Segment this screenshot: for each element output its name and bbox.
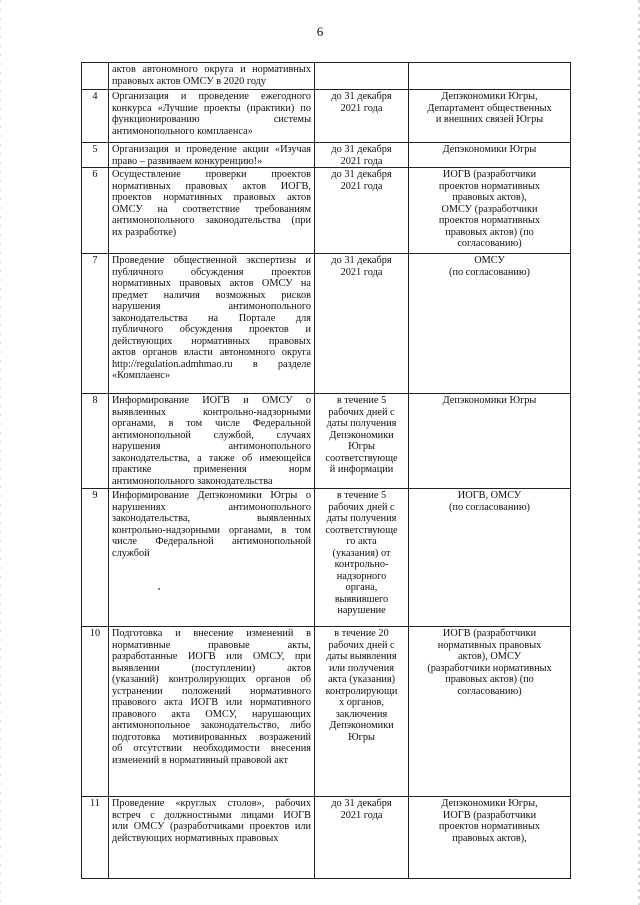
deadline-cell-line: акта (указания) [327, 674, 396, 685]
activity-cell-line: нарушениях антимонопольного [112, 501, 311, 513]
activity-cell-line: разработанные ИОГВ или ОМСУ, при [112, 651, 311, 662]
table-row [82, 63, 571, 90]
activity-cell-line: службой [112, 547, 150, 559]
activity-cell [109, 394, 315, 489]
activity-cell-line: актов автономного округа и нормативных [112, 64, 311, 75]
activity-cell-line: антимонопольное законодательство, либо [112, 720, 311, 731]
row-number: 9 [82, 489, 109, 627]
responsible-cell-line: ИОГВ, ОМСУ [457, 490, 522, 501]
activity-cell-line: Организация и проведение акции «Изучая [112, 144, 311, 155]
activity-cell-line: Подготовка и внесение изменений в [112, 628, 311, 639]
responsible-cell-line: Депэкономики Югры, [441, 91, 538, 102]
activity-cell-line: «Комплаенс» [112, 370, 170, 381]
activity-cell [109, 168, 315, 254]
activity-cell [109, 797, 315, 879]
deadline-cell-line: или получения [328, 662, 395, 674]
activity-cell-line: органами, в том числе Федеральной [112, 418, 311, 429]
deadline-cell-line: надзорного [336, 570, 387, 582]
activity-cell-line: актов органов власти автономного округа [112, 347, 311, 358]
deadline-cell-line: 2021 года [340, 809, 383, 821]
activity-cell-line: выявлении (поступлении) актов [112, 662, 311, 674]
activity-cell-line: конкурса «Лучшие проекты (практики) по [112, 102, 311, 114]
deadline-cell-line: до 31 декабря [331, 798, 392, 809]
activity-cell-line: встреч с должностными лицами ИОГВ [112, 809, 311, 821]
responsible-cell-line: правовых актов), [452, 192, 527, 203]
activity-cell-line: Проведение общественной экспертизы и [112, 255, 311, 266]
table-row [82, 143, 571, 168]
deadline-cell-line: выявившего [334, 593, 389, 605]
deadline-cell-line: Югры [348, 731, 375, 743]
activity-cell-line: законодательства на Портале для [112, 312, 311, 324]
responsible-cell-line: Департамент общественных [427, 102, 552, 114]
deadline-cell-line: в течение 5 [336, 395, 387, 406]
responsible-cell-line: Депэкономики Югры [442, 395, 537, 406]
deadline-cell-line: Депэкономики [329, 429, 394, 441]
responsible-cell-line: ИОГВ (разработчики [442, 628, 537, 639]
responsible-cell [409, 489, 571, 627]
activity-cell [109, 627, 315, 797]
row-number: 8 [82, 394, 109, 489]
row-number: 11 [82, 797, 109, 879]
activity-cell-line: правовых актов ОМСУ в 2020 году [112, 75, 267, 87]
responsible-cell [409, 394, 571, 489]
activity-cell-line: об отсутствии необходимости внесения [112, 743, 311, 754]
deadline-cell [315, 254, 409, 394]
activity-cell-line: нормативные правовые акты, [112, 639, 311, 651]
responsible-cell-line: Депэкономики Югры, [441, 798, 538, 809]
responsible-cell-line: (разработчики нормативных [427, 662, 552, 674]
deadline-cell-line: 2021 года [340, 180, 383, 192]
responsible-cell [409, 143, 571, 168]
deadline-cell [315, 489, 409, 627]
activity-cell-line: числе Федеральной антимонопольной [112, 536, 311, 547]
row-number: 6 [82, 168, 109, 254]
activity-cell-line: или ОМСУ (разработчиками проектов или [112, 821, 311, 832]
deadline-cell-line: (указания) от [332, 547, 391, 559]
row-number: 10 [82, 627, 109, 797]
deadline-cell-line: в течение 20 [334, 628, 389, 639]
deadline-cell [315, 797, 409, 879]
action-plan-table [81, 62, 571, 879]
table-row [82, 797, 571, 879]
deadline-cell [315, 143, 409, 168]
activity-cell [109, 489, 315, 627]
deadline-cell [315, 627, 409, 797]
activity-cell-line: устранении положений нормативного [112, 685, 311, 697]
responsible-cell-line: правовых актов), [452, 832, 527, 844]
responsible-cell-line: ИОГВ (разработчики [442, 169, 537, 180]
activity-cell [109, 143, 315, 168]
activity-cell [109, 254, 315, 394]
table-row [82, 489, 571, 627]
row-number: 7 [82, 254, 109, 394]
activity-cell-line: подготовка мотивированных возражений [112, 731, 311, 743]
table-row [82, 168, 571, 254]
row-number: 5 [82, 143, 109, 168]
responsible-cell-line: согласованию) [457, 238, 522, 249]
deadline-cell-line: нарушение [337, 605, 386, 616]
scan-edge-left [0, 0, 1, 905]
activity-cell-line: антимонопольной службой, случаях [112, 429, 311, 441]
activity-cell-line: изменений в нормативный правовой акт [112, 754, 289, 766]
activity-cell-line: публичного обсуждения проектов [112, 266, 311, 278]
activity-cell-line: антимонопольного законодательства [112, 475, 273, 487]
activity-cell-line: антимонопольного законодательства (при [112, 215, 311, 226]
responsible-cell [409, 63, 571, 90]
deadline-cell-line: даты выявления [326, 651, 397, 662]
page-number: 6 [316, 24, 324, 39]
activity-cell-line: правового акта ОМСУ, нарушающих [112, 708, 311, 720]
activity-cell-line: их разработке) [112, 226, 177, 238]
activity-cell [109, 90, 315, 143]
deadline-cell-line: Депэкономики [329, 720, 394, 731]
activity-cell [109, 63, 315, 90]
deadline-cell-line: контрольно- [334, 559, 389, 570]
deadline-cell-line: рабочих дней с [328, 406, 395, 418]
deadline-cell-line: даты получения [326, 513, 397, 524]
responsible-cell-line: (по согласованию) [449, 266, 530, 278]
row-number [82, 63, 109, 90]
responsible-cell [409, 168, 571, 254]
responsible-cell-line: ИОГВ (разработчики [442, 809, 537, 821]
deadline-cell [315, 90, 409, 143]
responsible-cell-line: ОМСУ [474, 255, 505, 266]
activity-cell-line: действующих нормативных правовых [112, 832, 279, 844]
activity-cell-line: Информирование ИОГВ и ОМСУ о [112, 395, 311, 406]
responsible-cell-line: и внешних связей Югры [435, 114, 544, 125]
activity-cell-line: (указаний) контролирующих органов об [112, 674, 311, 685]
deadline-cell-line: й информации [329, 464, 394, 475]
activity-cell-line: ОМСУ на соответствие требованиям [112, 203, 311, 215]
deadline-cell-line: в течение 5 [336, 490, 387, 501]
responsible-cell-line: нормативных правовых [437, 639, 542, 651]
activity-cell-line: выявленных контрольно-надзорными [112, 406, 311, 418]
responsible-cell [409, 627, 571, 797]
activity-cell-line: Организация и проведение ежегодного [112, 91, 311, 102]
responsible-cell-line: Депэкономики Югры [442, 144, 537, 155]
deadline-cell-line: Югры [348, 441, 375, 452]
deadline-cell-line: до 31 декабря [331, 169, 392, 180]
deadline-cell-line: органа, [345, 582, 378, 593]
activity-cell-line: Проведение «круглых столов», рабочих [112, 798, 311, 809]
responsible-cell-line: (по согласованию) [449, 501, 530, 513]
deadline-cell-line: до 31 декабря [331, 91, 392, 102]
deadline-cell-line: 2021 года [340, 102, 383, 114]
activity-cell-line: Осуществление проверки проектов [112, 169, 311, 180]
deadline-cell-line: рабочих дней с [328, 501, 395, 513]
deadline-cell-line: го акта [346, 536, 377, 547]
deadline-cell-line: даты получения [326, 418, 397, 429]
activity-cell-line: нарушения антимонопольного [112, 441, 311, 452]
activity-cell-line: практике применения норм [112, 464, 311, 475]
responsible-cell-line: правовых актов) (по [445, 674, 534, 685]
responsible-cell-line: актов), ОМСУ [457, 651, 521, 662]
activity-cell-line: http://regulation.admhmao.ru в разделе [112, 358, 311, 370]
activity-cell-line: антимонопольного комплаенса» [112, 125, 253, 137]
deadline-cell [315, 63, 409, 90]
deadline-cell-line: рабочих дней с [328, 639, 395, 651]
deadline-cell-line: соответствующе [325, 524, 398, 536]
responsible-cell-line: согласованию) [457, 685, 522, 697]
deadline-cell-line: соответствующе [325, 452, 398, 464]
responsible-cell [409, 254, 571, 394]
activity-cell-line: контрольно-надзорными органами, в том [112, 524, 311, 536]
deadline-cell-line: 2021 года [340, 155, 383, 167]
deadline-cell-line: до 31 декабря [331, 255, 392, 266]
responsible-cell [409, 797, 571, 879]
activity-cell-line: нормативных правовых актов ОМСУ на [112, 278, 311, 289]
activity-cell-line: функционированию системы [112, 114, 311, 125]
deadline-cell-line: заключения [335, 708, 388, 720]
activity-cell-line: законодательства, а также об имеющейся [112, 452, 311, 464]
responsible-cell-line: проектов нормативных [438, 821, 541, 832]
table-row [82, 254, 571, 394]
responsible-cell [409, 90, 571, 143]
responsible-cell-line: проектов нормативных [438, 180, 541, 192]
activity-cell-line: Информирование Депэкономики Югры о [112, 490, 311, 501]
table-row [82, 394, 571, 489]
activity-cell-line: нарушения антимонопольного [112, 301, 311, 312]
deadline-cell [315, 394, 409, 489]
deadline-cell-line: до 31 декабря [331, 144, 392, 155]
activity-cell-line: законодательства, выявленных [112, 513, 311, 524]
responsible-cell-line: ОМСУ (разработчики [441, 203, 538, 215]
deadline-cell-line: 2021 года [340, 266, 383, 278]
table-row [82, 627, 571, 797]
row-number: 4 [82, 90, 109, 143]
activity-cell-line: нормативных правовых актов ИОГВ, [112, 180, 311, 192]
deadline-cell-line: х органов, [339, 697, 384, 708]
deadline-cell-line: контролирующи [325, 685, 398, 697]
table-row [82, 90, 571, 143]
activity-cell-line: право – развиваем конкуренцию!» [112, 155, 263, 167]
deadline-cell [315, 168, 409, 254]
responsible-cell-line: проектов нормативных [438, 215, 541, 226]
activity-cell-line: публичного обсуждения проектов и [112, 324, 311, 335]
activity-cell-line: действующих нормативных правовых [112, 335, 311, 347]
responsible-cell-line: правовых актов) (по [445, 226, 534, 238]
activity-cell-line: правового акта ИОГВ или нормативного [112, 697, 311, 708]
scan-speck [158, 588, 160, 590]
activity-cell-line: проектов нормативных правовых актов [112, 192, 311, 203]
activity-cell-line: предмет наличия возможных рисков [112, 289, 311, 301]
